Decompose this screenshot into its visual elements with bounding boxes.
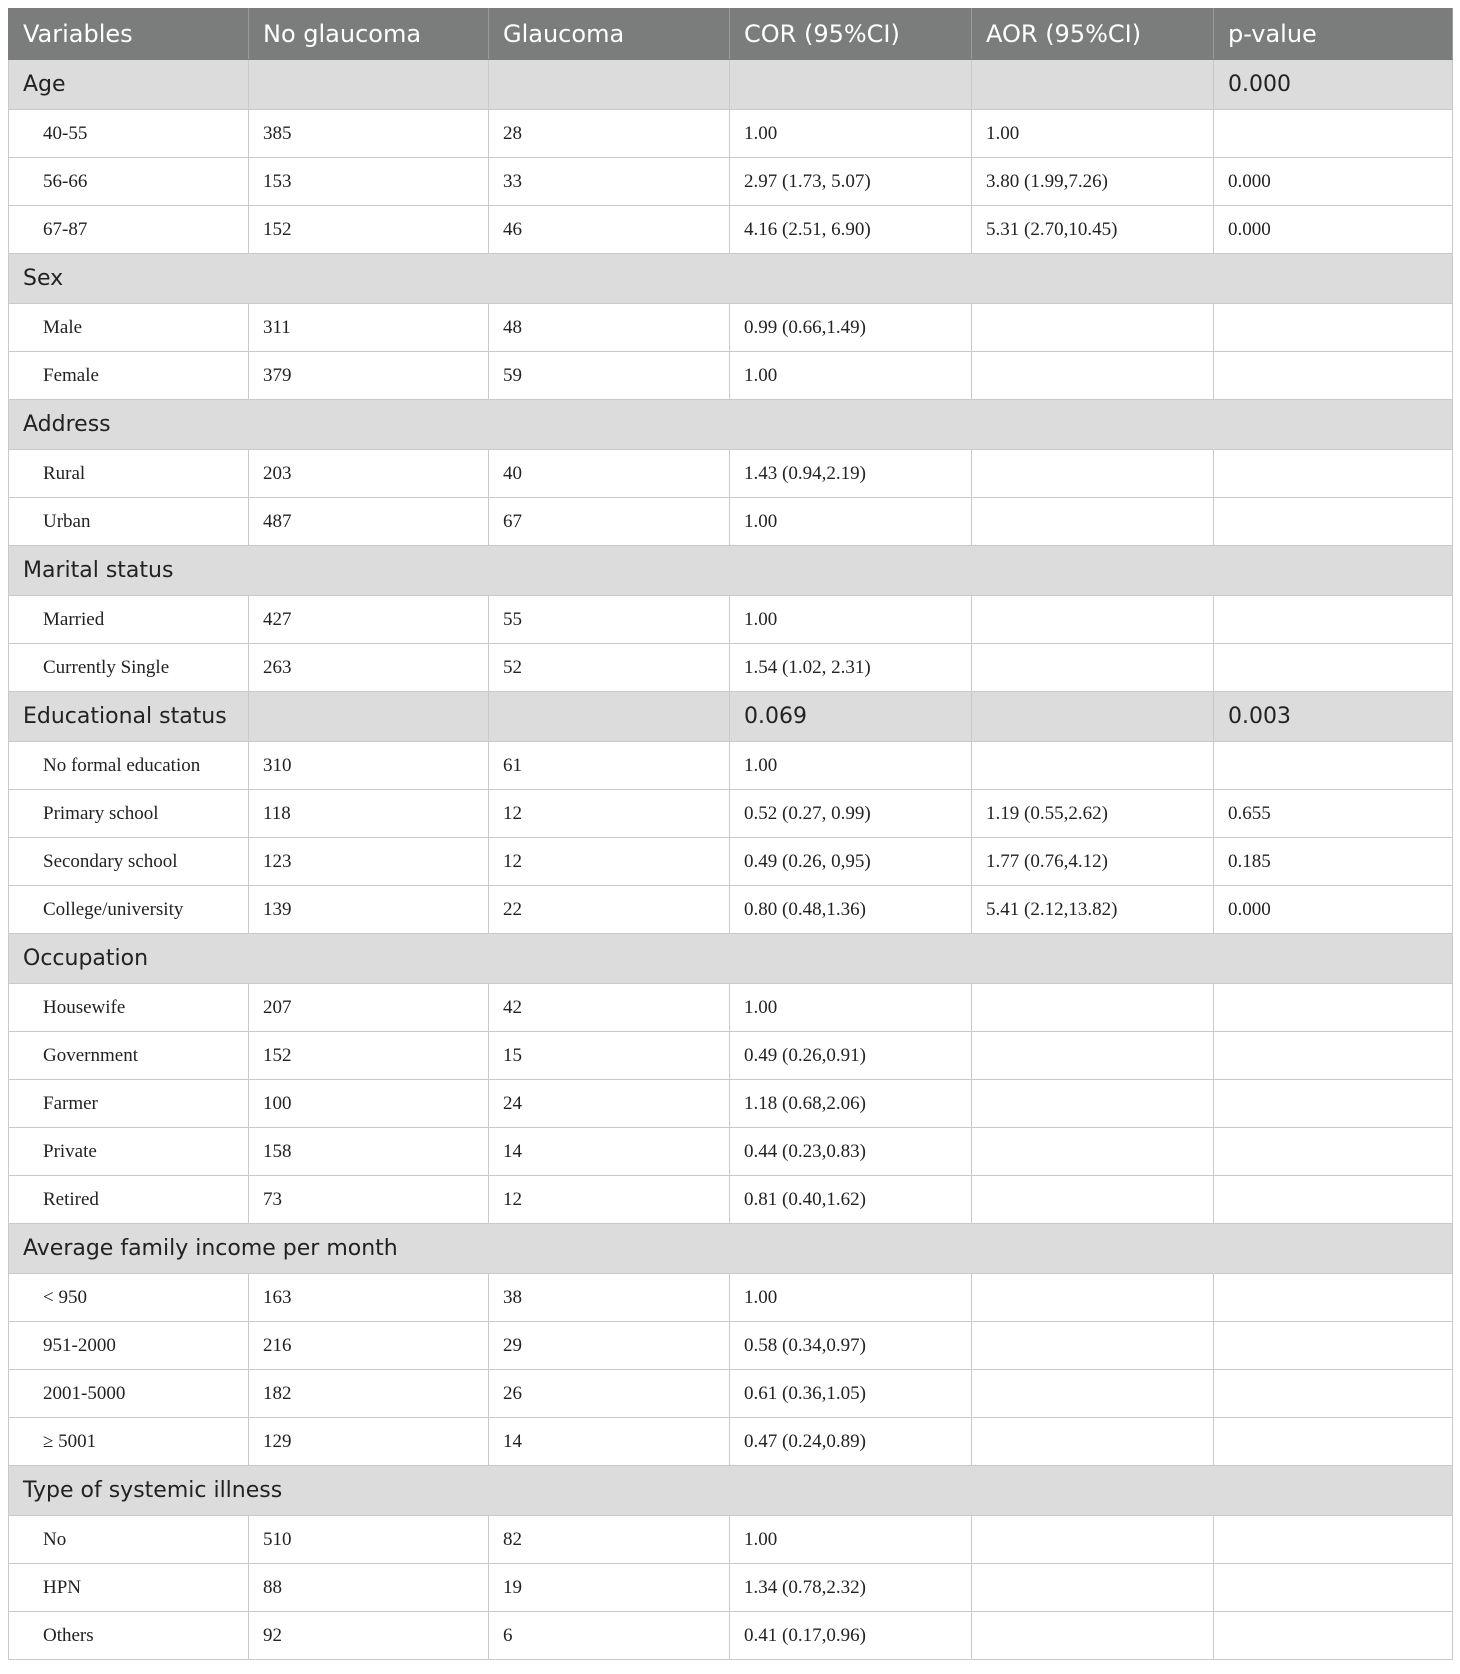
- group-row: [9, 546, 1453, 596]
- group-summary-cell: [489, 692, 730, 742]
- group-row: [9, 1466, 1453, 1516]
- p-value-cell: [1214, 1080, 1453, 1128]
- no-glaucoma-cell: 310: [249, 742, 489, 790]
- row-label: Retired: [9, 1176, 249, 1224]
- group-row: [9, 400, 1453, 450]
- p-value-cell: 0.000: [1214, 206, 1453, 254]
- no-glaucoma-cell: 182: [249, 1370, 489, 1418]
- cor-cell: 1.00: [730, 1274, 972, 1322]
- table-body: [9, 60, 1453, 1660]
- aor-cell: [972, 1418, 1214, 1466]
- glaucoma-cell: 46: [489, 206, 730, 254]
- p-value-cell: [1214, 1274, 1453, 1322]
- glaucoma-cell: 61: [489, 742, 730, 790]
- header-cor: COR (95%CI): [730, 9, 972, 60]
- group-label: Average family income per month: [9, 1224, 1453, 1274]
- row-label: ≥ 5001: [9, 1418, 249, 1466]
- group-summary-cell: 0.003: [1214, 692, 1453, 742]
- glaucoma-cell: 38: [489, 1274, 730, 1322]
- cor-cell: 1.43 (0.94,2.19): [730, 450, 972, 498]
- aor-cell: 1.77 (0.76,4.12): [972, 838, 1214, 886]
- no-glaucoma-cell: 263: [249, 644, 489, 692]
- header-aor: AOR (95%CI): [972, 9, 1214, 60]
- no-glaucoma-cell: 385: [249, 110, 489, 158]
- table-row: [9, 158, 1453, 206]
- aor-cell: 5.31 (2.70,10.45): [972, 206, 1214, 254]
- group-summary-cell: 0.069: [730, 692, 972, 742]
- group-row: [9, 934, 1453, 984]
- no-glaucoma-cell: 379: [249, 352, 489, 400]
- no-glaucoma-cell: 427: [249, 596, 489, 644]
- p-value-cell: [1214, 1176, 1453, 1224]
- glaucoma-cell: 52: [489, 644, 730, 692]
- header-variables: Variables: [9, 9, 249, 60]
- no-glaucoma-cell: 152: [249, 206, 489, 254]
- header-p-value: p-value: [1214, 9, 1453, 60]
- glaucoma-cell: 14: [489, 1418, 730, 1466]
- table-row: [9, 1274, 1453, 1322]
- aor-cell: [972, 1128, 1214, 1176]
- header-glaucoma: Glaucoma: [489, 9, 730, 60]
- p-value-cell: [1214, 1032, 1453, 1080]
- row-label: 40-55: [9, 110, 249, 158]
- no-glaucoma-cell: 158: [249, 1128, 489, 1176]
- table-row: [9, 450, 1453, 498]
- table-row: [9, 1322, 1453, 1370]
- glaucoma-cell: 82: [489, 1516, 730, 1564]
- table-row: [9, 1612, 1453, 1660]
- aor-cell: [972, 742, 1214, 790]
- aor-cell: [972, 1612, 1214, 1660]
- glaucoma-cell: 42: [489, 984, 730, 1032]
- p-value-cell: 0.655: [1214, 790, 1453, 838]
- table-row: [9, 984, 1453, 1032]
- table-row: [9, 742, 1453, 790]
- p-value-cell: [1214, 644, 1453, 692]
- p-value-cell: [1214, 352, 1453, 400]
- cor-cell: 1.18 (0.68,2.06): [730, 1080, 972, 1128]
- no-glaucoma-cell: 92: [249, 1612, 489, 1660]
- table-row: [9, 498, 1453, 546]
- row-label: HPN: [9, 1564, 249, 1612]
- row-label: Primary school: [9, 790, 249, 838]
- cor-cell: 1.00: [730, 596, 972, 644]
- glaucoma-cell: 15: [489, 1032, 730, 1080]
- row-label: 56-66: [9, 158, 249, 206]
- row-label: 951-2000: [9, 1322, 249, 1370]
- aor-cell: [972, 1516, 1214, 1564]
- aor-cell: [972, 1176, 1214, 1224]
- cor-cell: 1.00: [730, 742, 972, 790]
- row-label: Secondary school: [9, 838, 249, 886]
- glaucoma-cell: 67: [489, 498, 730, 546]
- glaucoma-cell: 22: [489, 886, 730, 934]
- glaucoma-cell: 24: [489, 1080, 730, 1128]
- table-row: [9, 886, 1453, 934]
- group-label: Occupation: [9, 934, 1453, 984]
- cor-cell: 1.54 (1.02, 2.31): [730, 644, 972, 692]
- glaucoma-cell: 55: [489, 596, 730, 644]
- cor-cell: 0.52 (0.27, 0.99): [730, 790, 972, 838]
- p-value-cell: [1214, 304, 1453, 352]
- table-row: [9, 352, 1453, 400]
- cor-cell: 0.47 (0.24,0.89): [730, 1418, 972, 1466]
- aor-cell: [972, 352, 1214, 400]
- aor-cell: [972, 304, 1214, 352]
- aor-cell: 3.80 (1.99,7.26): [972, 158, 1214, 206]
- table-row: [9, 790, 1453, 838]
- no-glaucoma-cell: 216: [249, 1322, 489, 1370]
- cor-cell: 0.49 (0.26,0.91): [730, 1032, 972, 1080]
- table-row: [9, 596, 1453, 644]
- group-label: Sex: [9, 254, 1453, 304]
- aor-cell: [972, 644, 1214, 692]
- group-label: Marital status: [9, 546, 1453, 596]
- glaucoma-cell: 6: [489, 1612, 730, 1660]
- p-value-cell: 0.185: [1214, 838, 1453, 886]
- table-row: [9, 206, 1453, 254]
- row-label: No formal education: [9, 742, 249, 790]
- no-glaucoma-cell: 487: [249, 498, 489, 546]
- p-value-cell: [1214, 110, 1453, 158]
- no-glaucoma-cell: 207: [249, 984, 489, 1032]
- group-summary-cell: [249, 60, 489, 110]
- glaucoma-cell: 48: [489, 304, 730, 352]
- cor-cell: 1.00: [730, 352, 972, 400]
- group-summary-cell: [249, 692, 489, 742]
- table-row: [9, 838, 1453, 886]
- cor-cell: 0.58 (0.34,0.97): [730, 1322, 972, 1370]
- aor-cell: [972, 1564, 1214, 1612]
- row-label: 67-87: [9, 206, 249, 254]
- table-row: [9, 1176, 1453, 1224]
- header-row: [9, 9, 1453, 60]
- group-summary-cell: [972, 60, 1214, 110]
- p-value-cell: [1214, 1516, 1453, 1564]
- cor-cell: 0.44 (0.23,0.83): [730, 1128, 972, 1176]
- p-value-cell: [1214, 1128, 1453, 1176]
- row-label: Female: [9, 352, 249, 400]
- cor-cell: 2.97 (1.73, 5.07): [730, 158, 972, 206]
- table-row: [9, 1128, 1453, 1176]
- p-value-cell: [1214, 450, 1453, 498]
- group-label: Address: [9, 400, 1453, 450]
- header-no-glaucoma: No glaucoma: [249, 9, 489, 60]
- cor-cell: 0.61 (0.36,1.05): [730, 1370, 972, 1418]
- no-glaucoma-cell: 129: [249, 1418, 489, 1466]
- row-label: Married: [9, 596, 249, 644]
- p-value-cell: [1214, 984, 1453, 1032]
- row-label: Currently Single: [9, 644, 249, 692]
- glaucoma-cell: 28: [489, 110, 730, 158]
- group-row: [9, 254, 1453, 304]
- row-label: < 950: [9, 1274, 249, 1322]
- glaucoma-cell: 59: [489, 352, 730, 400]
- no-glaucoma-cell: 100: [249, 1080, 489, 1128]
- table-row: [9, 1418, 1453, 1466]
- aor-cell: [972, 984, 1214, 1032]
- glaucoma-cell: 12: [489, 1176, 730, 1224]
- p-value-cell: [1214, 742, 1453, 790]
- no-glaucoma-cell: 203: [249, 450, 489, 498]
- table-row: [9, 644, 1453, 692]
- no-glaucoma-cell: 152: [249, 1032, 489, 1080]
- aor-cell: [972, 1370, 1214, 1418]
- row-label: Rural: [9, 450, 249, 498]
- p-value-cell: 0.000: [1214, 158, 1453, 206]
- no-glaucoma-cell: 73: [249, 1176, 489, 1224]
- glaucoma-cell: 14: [489, 1128, 730, 1176]
- p-value-cell: [1214, 1418, 1453, 1466]
- aor-cell: [972, 450, 1214, 498]
- row-label: Male: [9, 304, 249, 352]
- no-glaucoma-cell: 88: [249, 1564, 489, 1612]
- glaucoma-cell: 29: [489, 1322, 730, 1370]
- row-label: Urban: [9, 498, 249, 546]
- aor-cell: 1.00: [972, 110, 1214, 158]
- aor-cell: [972, 1322, 1214, 1370]
- glaucoma-cell: 19: [489, 1564, 730, 1612]
- no-glaucoma-cell: 311: [249, 304, 489, 352]
- cor-cell: 1.00: [730, 110, 972, 158]
- aor-cell: 1.19 (0.55,2.62): [972, 790, 1214, 838]
- no-glaucoma-cell: 510: [249, 1516, 489, 1564]
- row-label: Housewife: [9, 984, 249, 1032]
- table-row: [9, 304, 1453, 352]
- table-row: [9, 110, 1453, 158]
- no-glaucoma-cell: 118: [249, 790, 489, 838]
- group-summary-cell: [489, 60, 730, 110]
- row-label: Private: [9, 1128, 249, 1176]
- group-summary-cell: 0.000: [1214, 60, 1453, 110]
- regression-table: [8, 8, 1453, 1660]
- aor-cell: [972, 1080, 1214, 1128]
- aor-cell: [972, 498, 1214, 546]
- glaucoma-cell: 12: [489, 838, 730, 886]
- group-row: [9, 1224, 1453, 1274]
- group-label: Age: [9, 60, 249, 110]
- cor-cell: 0.81 (0.40,1.62): [730, 1176, 972, 1224]
- p-value-cell: [1214, 596, 1453, 644]
- no-glaucoma-cell: 123: [249, 838, 489, 886]
- group-label: Type of systemic illness: [9, 1466, 1453, 1516]
- p-value-cell: [1214, 1612, 1453, 1660]
- row-label: Others: [9, 1612, 249, 1660]
- table-row: [9, 1564, 1453, 1612]
- row-label: Government: [9, 1032, 249, 1080]
- no-glaucoma-cell: 163: [249, 1274, 489, 1322]
- table-row: [9, 1370, 1453, 1418]
- row-label: College/university: [9, 886, 249, 934]
- p-value-cell: [1214, 1370, 1453, 1418]
- cor-cell: 1.00: [730, 498, 972, 546]
- aor-cell: [972, 1032, 1214, 1080]
- cor-cell: 0.49 (0.26, 0,95): [730, 838, 972, 886]
- no-glaucoma-cell: 139: [249, 886, 489, 934]
- p-value-cell: [1214, 1322, 1453, 1370]
- cor-cell: 4.16 (2.51, 6.90): [730, 206, 972, 254]
- cor-cell: 1.00: [730, 1516, 972, 1564]
- group-row: [9, 692, 1453, 742]
- cor-cell: 1.00: [730, 984, 972, 1032]
- row-label: 2001-5000: [9, 1370, 249, 1418]
- aor-cell: 5.41 (2.12,13.82): [972, 886, 1214, 934]
- glaucoma-cell: 40: [489, 450, 730, 498]
- cor-cell: 0.41 (0.17,0.96): [730, 1612, 972, 1660]
- p-value-cell: 0.000: [1214, 886, 1453, 934]
- aor-cell: [972, 596, 1214, 644]
- no-glaucoma-cell: 153: [249, 158, 489, 206]
- p-value-cell: [1214, 498, 1453, 546]
- table-row: [9, 1516, 1453, 1564]
- group-label: Educational status: [9, 692, 249, 742]
- cor-cell: 0.80 (0.48,1.36): [730, 886, 972, 934]
- table-row: [9, 1032, 1453, 1080]
- row-label: Farmer: [9, 1080, 249, 1128]
- group-summary-cell: [730, 60, 972, 110]
- glaucoma-cell: 12: [489, 790, 730, 838]
- group-summary-cell: [972, 692, 1214, 742]
- table-row: [9, 1080, 1453, 1128]
- cor-cell: 1.34 (0.78,2.32): [730, 1564, 972, 1612]
- cor-cell: 0.99 (0.66,1.49): [730, 304, 972, 352]
- glaucoma-cell: 26: [489, 1370, 730, 1418]
- group-row: [9, 60, 1453, 110]
- p-value-cell: [1214, 1564, 1453, 1612]
- row-label: No: [9, 1516, 249, 1564]
- aor-cell: [972, 1274, 1214, 1322]
- glaucoma-cell: 33: [489, 158, 730, 206]
